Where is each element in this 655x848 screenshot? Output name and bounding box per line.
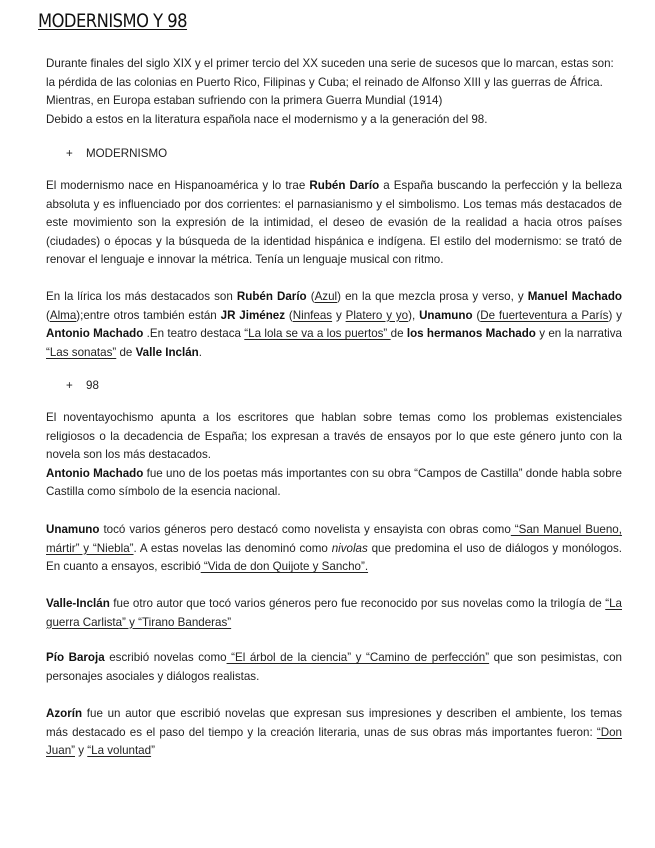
section-label: 98 (86, 379, 99, 392)
emphasis-term: nivolas (331, 541, 368, 555)
text-run: a España buscando la perfección y la belleza absoluta y es influenciado por dos corrientes: el parnasianismo y el simbolismo. Los temas más destacados de este movimiento son la expresión de la intimidad, el deseo de evasión de la realidad a hacia otros países (ciudades) o épocas y la búsqueda de la identidad hispánica e indígena. El estilo del modernismo: se trató de renovar el lenguaje e innovar la métrica. Tenía un lenguaje musical con ritmo. (46, 179, 622, 266)
work-title: “Vida de don Quijote y Sancho”. (200, 560, 369, 573)
work-title: Azul (314, 290, 338, 303)
work-title: Ninfeas (292, 308, 333, 322)
text-run: y en la narrativa (535, 327, 622, 340)
section-heading-98 (66, 377, 99, 395)
bullet-marker: + (66, 379, 73, 392)
text-run: ), (408, 308, 420, 322)
text-run: );entre otros también están (76, 308, 221, 322)
text-run: ( (46, 308, 50, 322)
intro-line-4: Debido a estos en la literatura española nace el modernismo y a la generación del 98. (46, 112, 488, 126)
text-run: tocó varios géneros pero destacó como novelista y ensayista con obras como (99, 523, 511, 536)
text-run: .En teatro destaca (143, 327, 245, 340)
text-run: El noventayochismo apunta a los escritores que hablan sobre temas como los problemas existenciales religiosos o la decadencia de España; los expresan a través de ensayos por lo que este género junto con la novela son los más destacados. (46, 411, 622, 461)
text-run: ( (285, 308, 293, 322)
text-run: . (198, 345, 202, 359)
intro-line-1: Durante finales del siglo XIX y el primer tercio del XX suceden una serie de sucesos que lo marcan, estas son: (46, 57, 614, 70)
unamuno-paragraph (46, 521, 622, 577)
text-run: El modernismo nace en Hispanoamérica y lo trae (46, 179, 310, 192)
work-title: Alma (49, 308, 77, 322)
text-run: . A estas novelas las denominó como (133, 541, 332, 555)
text-run: ( (306, 290, 315, 303)
noventayochismo-paragraph (46, 409, 622, 502)
page-title: MODERNISMO Y 98 (38, 10, 188, 32)
work-title: “San Manuel Bueno, mártir” y “Niebla” (46, 523, 622, 555)
work-title: “Las sonatas” (46, 345, 117, 359)
intro-line-3: Mientras, en Europa estaban sufriendo con la primera Guerra Mundial (1914) (46, 94, 443, 107)
modernismo-paragraph-2 (46, 288, 622, 362)
baroja-paragraph (46, 649, 622, 686)
work-title: “El árbol de la ciencia” y “Camino de perfección” (226, 651, 490, 664)
text-run: escribió novelas como (104, 651, 227, 664)
text-run: fue otro autor que tocó varios géneros pero fue reconocido por sus novelas como la trilogía de (109, 597, 606, 610)
work-title: Platero y yo (345, 308, 409, 322)
intro-line-2: la pérdida de las colonias en Puerto Rico, Filipinas y Cuba; el reinado de Alfonso XIII y las guerras de África. (46, 75, 603, 89)
author-name: JR Jiménez (220, 308, 286, 322)
author-name: Antonio Machado (46, 327, 144, 340)
author-name: Azorín (46, 707, 83, 720)
text-run: ) en la que mezcla prosa y verso, y (337, 290, 528, 303)
author-name: Manuel Machado (527, 290, 622, 303)
author-name: Valle-Inclán (46, 597, 110, 610)
bullet-marker: + (66, 147, 73, 160)
text-run: fue uno de los poetas más importantes con su obra “Campos de Castilla” donde habla sobre Castilla como símbolo de la esencia nacional. (46, 466, 622, 498)
work-title: “La voluntad (87, 744, 152, 757)
text-run: y (75, 744, 88, 757)
text-run: de (390, 327, 407, 340)
author-name: Unamuno (419, 308, 473, 322)
text-run: que son pesimistas, con personajes asociales y diálogos realistas. (46, 651, 622, 683)
author-name: Valle Inclán (135, 345, 199, 359)
text-run: ) y (608, 308, 622, 322)
work-title: “Don Juan” (46, 725, 622, 757)
work-title: De fuerteventura a París (480, 308, 609, 322)
author-name: Antonio Machado (46, 466, 144, 480)
modernismo-paragraph-1 (46, 177, 622, 270)
azorin-paragraph (46, 705, 622, 761)
valle-inclan-paragraph (46, 595, 622, 632)
work-title: “La guerra Carlista” y “Tirano Banderas” (46, 597, 622, 629)
author-name: los hermanos Machado (406, 327, 536, 340)
text-run: ( (472, 308, 481, 322)
section-heading-modernismo (66, 145, 167, 163)
section-label: MODERNISMO (86, 147, 168, 160)
text-run: y (332, 308, 346, 322)
author-name: Rubén Darío (236, 290, 307, 303)
intro-paragraph (46, 55, 622, 129)
author-name: Pío Baroja (46, 651, 105, 664)
text-run: En la lírica los más destacados son (46, 290, 237, 303)
work-title: “La lola se va a los puertos” (244, 327, 391, 340)
text-run: ” (151, 744, 155, 757)
text-run: que predomina el uso de diálogos y monólogos. En cuanto a ensayos, escribió (46, 541, 622, 573)
author-name: Unamuno (46, 523, 100, 536)
author-name: Rubén Darío (309, 179, 380, 192)
text-run: fue un autor que escribió novelas que expresan sus impresiones y describen el ambiente, los temas más destacado es el paso del tiempo y la creación literaria, unas de sus obras más importantes fueron: (46, 707, 622, 739)
text-run: de (116, 345, 136, 359)
